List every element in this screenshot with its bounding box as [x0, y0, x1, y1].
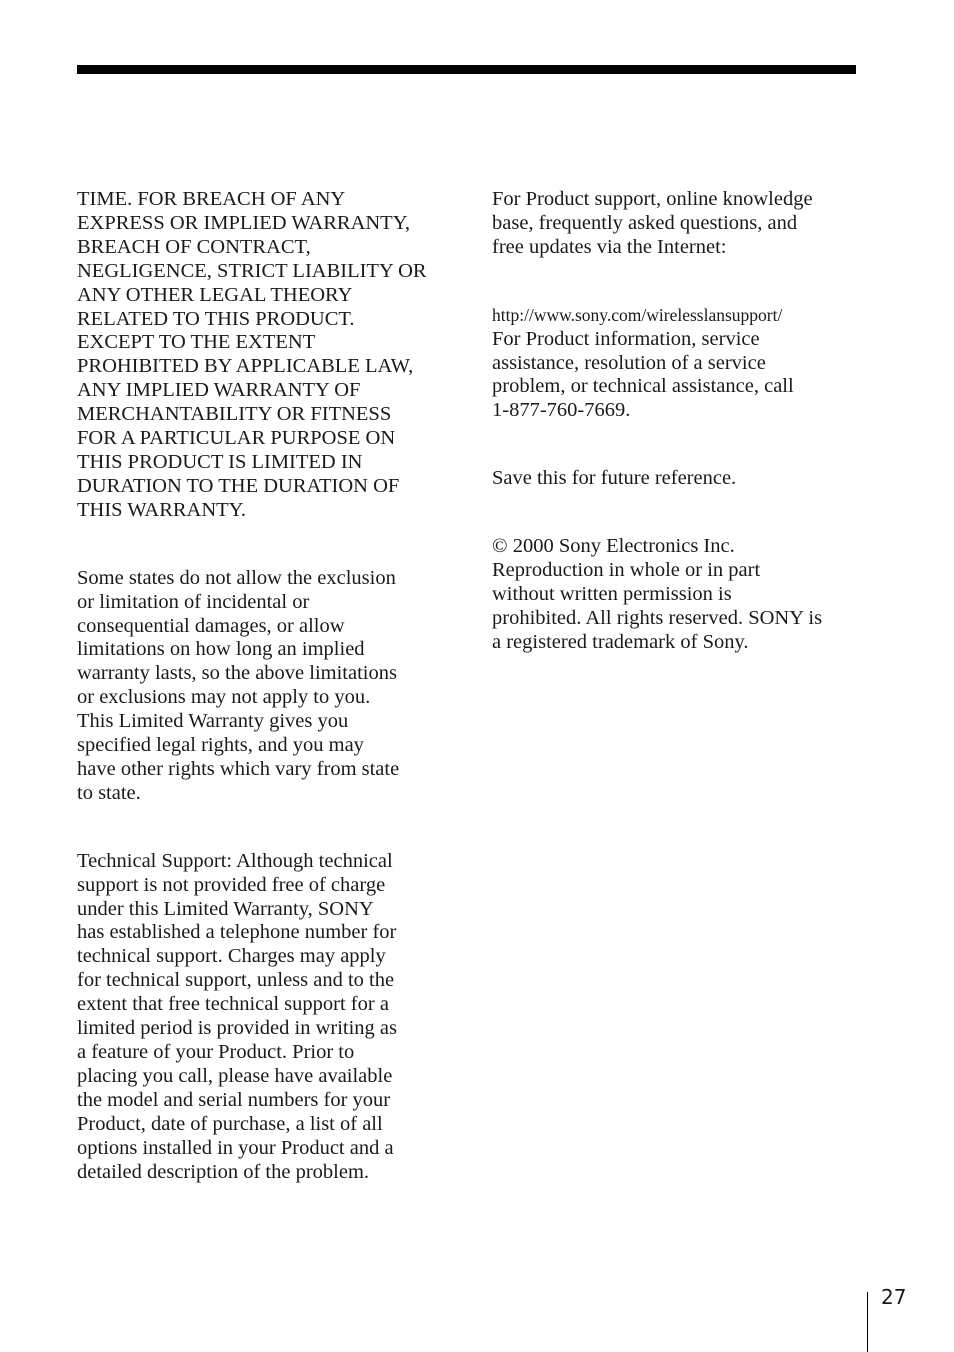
page-number-divider [867, 1292, 868, 1352]
right-column [492, 188, 872, 655]
support-text: For Product support, online knowledge base, frequently asked questions, and free updates via the Internet: [492, 188, 813, 258]
left-column [77, 188, 449, 1184]
copyright-notice: © 2000 Sony Electronics Inc. Reproduction in whole or in part without written permission is prohibited. All rights reserved. SONY is a registered trademark of Sony. [492, 535, 823, 653]
save-reference-note: Save this for future reference. [492, 467, 737, 490]
page-number: 27 [881, 1285, 907, 1309]
warranty-disclaimer-paragraph: TIME. FOR BREACH OF ANY EXPRESS OR IMPLIED WARRANTY, BREACH OF CONTRACT, NEGLIGENCE, STRICT LIABILITY OR ANY OTHER LEGAL THEORY RELATED TO THIS PRODUCT. EXCEPT TO THE EXTENT PROHIBITED BY APPLICABLE LAW, ANY IMPLIED WARRANTY OF MERCHANTABILITY OR FITNESS FOR A PARTICULAR PURPOSE ON THIS PRODUCT IS LIMITED IN DURATION TO THE DURATION OF THIS WARRANTY. [77, 188, 427, 521]
product-info-paragraph: For Product information, service assistance, resolution of a service problem, or technical assistance, call 1-877-760-7669. [492, 327, 794, 422]
support-url-link[interactable]: http://www.sony.com/wirelesslansupport/ [492, 304, 783, 325]
header-rule [77, 65, 856, 74]
support-block [492, 188, 872, 328]
technical-support-paragraph: Technical Support: Although technical support is not provided free of charge under this Limited Warranty, SONY has established a telephone number for technical support. Charges may apply for technical support, unless and to the extent that free technical support for a limited period is provided in writing as a feature of your Product. Prior to placing you call, please have available the model and serial numbers for your Product, date of purchase, a list of all options installed in your Product and a detailed description of the problem. [77, 849, 397, 1183]
state-rights-paragraph: Some states do not allow the exclusion or limitation of incidental or consequential damages, or allow limitations on how long an implied warranty lasts, so the above limitations or exclusions may not apply to you. This Limited Warranty gives you specified legal rights, and you may have other rights which vary from state to state. [77, 566, 400, 804]
